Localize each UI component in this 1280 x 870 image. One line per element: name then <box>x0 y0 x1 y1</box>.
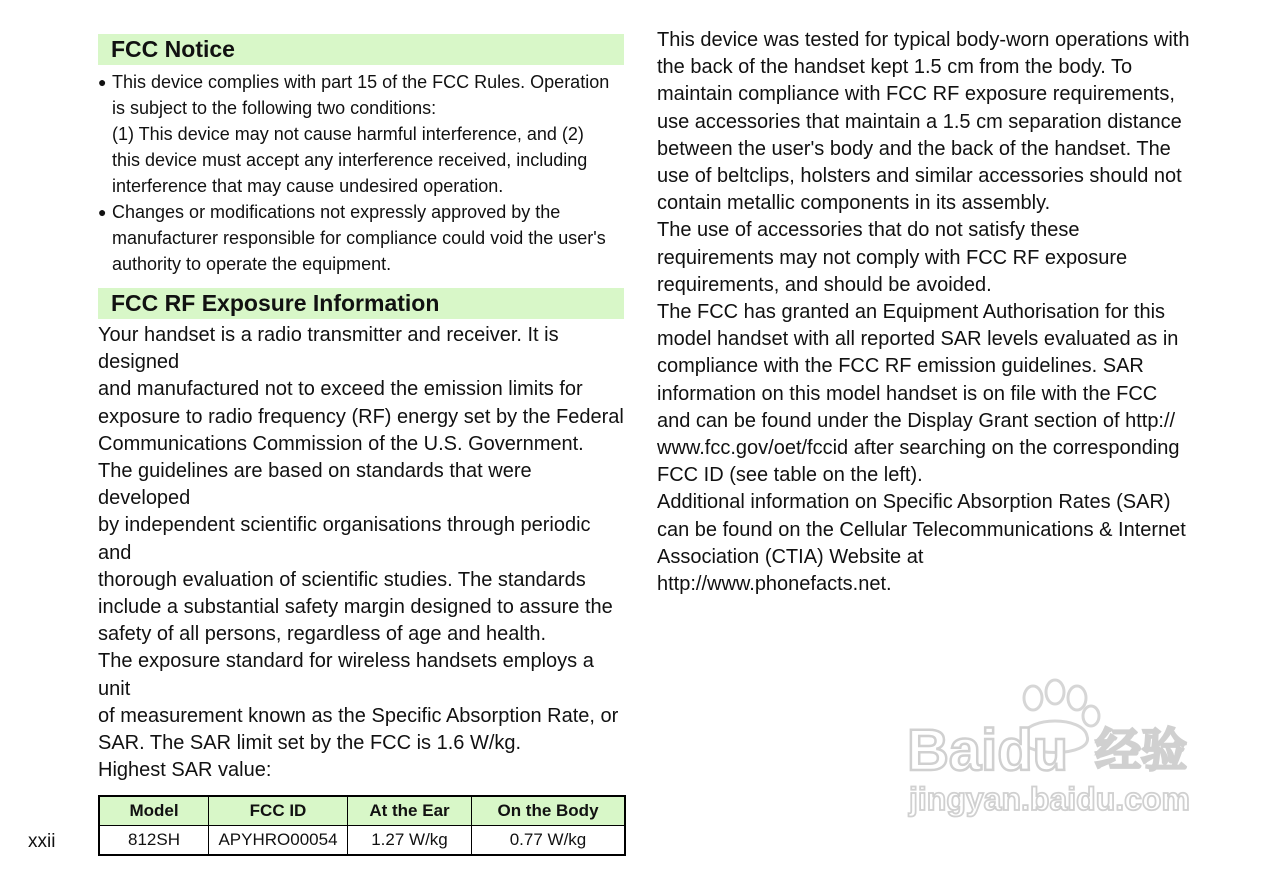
text-line: (1) This device may not cause harmful interference, and (2) <box>112 124 584 144</box>
right-column <box>657 27 1192 598</box>
text-line: Additional information on Specific Absorption Rates (SAR) <box>657 491 1171 514</box>
text-line: This device was tested for typical body-worn operations with <box>657 29 1190 51</box>
text-line: compliance with the FCC RF emission guidelines. SAR <box>657 355 1144 378</box>
text-line: The guidelines are based on standards that were developed <box>98 460 532 510</box>
table-cell: 812SH <box>99 826 209 856</box>
text-line: can be found on the Cellular Telecommunications & Internet <box>657 518 1186 541</box>
rf-exposure-body <box>98 322 624 784</box>
table-cell: APYHRO00054 <box>209 826 348 856</box>
text-line: contain metallic components in its assembly. <box>657 192 1051 215</box>
left-column <box>98 34 624 856</box>
text-line: Changes or modifications not expressly approved by the <box>112 202 561 222</box>
text-line: Your handset is a radio transmitter and receiver. It is designed <box>98 324 559 374</box>
watermark-brand-text: Baidu <box>907 718 1069 783</box>
text-line: FCC ID (see table on the left). <box>657 464 923 487</box>
text-line: requirements, and should be avoided. <box>657 273 992 296</box>
text-line: The use of accessories that do not satisfy these <box>657 219 1080 242</box>
text-line: safety of all persons, regardless of age and health. <box>98 623 547 646</box>
text-line: this device must accept any interference received, including <box>112 150 588 170</box>
page-number: xxii <box>28 831 56 852</box>
text-line: This device complies with part 15 of the FCC Rules. Operation <box>112 72 610 92</box>
text-line: www.fcc.gov/oet/fccid after searching on the corresponding <box>657 437 1180 460</box>
text-line: by independent scientific organisations through periodic and <box>98 514 591 564</box>
text-line: information on this model handset is on file with the FCC <box>657 382 1158 405</box>
text-line: thorough evaluation of scientific studies. The standards <box>98 568 586 591</box>
text-line: Communications Commission of the U.S. Government. <box>98 432 584 455</box>
table-row <box>99 826 625 856</box>
table-cell: 1.27 W/kg <box>348 826 472 856</box>
text-line: use of beltclips, holsters and similar accessories should not <box>657 165 1182 188</box>
fcc-notice-heading: FCC Notice <box>98 34 624 65</box>
text-line: model handset with all reported SAR levels evaluated as in <box>657 328 1179 351</box>
sar-table-caption: Highest SAR value: <box>98 759 272 782</box>
column-header-on-the-body: On the Body <box>472 796 626 826</box>
fcc-notice-list <box>98 69 624 277</box>
text-line: Association (CTIA) Website at <box>657 545 924 568</box>
text-line: of measurement known as the Specific Absorption Rate, or <box>98 704 619 727</box>
watermark-url-text: jingyan.baidu.com <box>909 781 1190 817</box>
column-header-fcc-id: FCC ID <box>209 796 348 826</box>
text-line: maintain compliance with FCC RF exposure requirements, <box>657 83 1175 106</box>
text-line: include a substantial safety margin designed to assure the <box>98 596 613 619</box>
text-line: between the user's body and the back of the handset. The <box>657 137 1171 160</box>
table-header-row <box>99 796 625 826</box>
text-line: authority to operate the equipment. <box>112 254 392 274</box>
text-line: SAR. The SAR limit set by the FCC is 1.6 W/kg. <box>98 732 522 755</box>
sar-table <box>98 795 626 856</box>
list-item <box>98 199 624 277</box>
text-line: The FCC has granted an Equipment Authorisation for this <box>657 301 1166 324</box>
text-line: requirements may not comply with FCC RF exposure <box>657 246 1128 269</box>
bullet-icon: ● <box>98 204 107 220</box>
text-line: the back of the handset kept 1.5 cm from the body. To <box>657 56 1133 79</box>
url-link[interactable]: http://www.phonefacts.net. <box>657 573 892 596</box>
list-item <box>98 69 624 199</box>
text-line: exposure to radio frequency (RF) energy set by the Federal <box>98 405 624 428</box>
watermark-cn-text: 经验 <box>1095 723 1187 777</box>
rf-exposure-heading: FCC RF Exposure Information <box>98 288 624 319</box>
bullet-icon: ● <box>98 74 107 90</box>
baidu-watermark-logo <box>905 678 1205 823</box>
column-header-at-the-ear: At the Ear <box>348 796 472 826</box>
text-line: is subject to the following two conditions: <box>112 98 437 118</box>
text-line: and manufactured not to exceed the emission limits for <box>98 378 583 401</box>
text-line: The exposure standard for wireless handsets employs a unit <box>98 650 594 700</box>
text-line: use accessories that maintain a 1.5 cm separation distance <box>657 110 1182 133</box>
text-line: manufacturer responsible for compliance could void the user's <box>112 228 606 248</box>
text-line: and can be found under the Display Grant section of http:// <box>657 409 1176 432</box>
text-line: interference that may cause undesired operation. <box>112 176 504 196</box>
column-header-model: Model <box>99 796 209 826</box>
table-cell: 0.77 W/kg <box>472 826 626 856</box>
